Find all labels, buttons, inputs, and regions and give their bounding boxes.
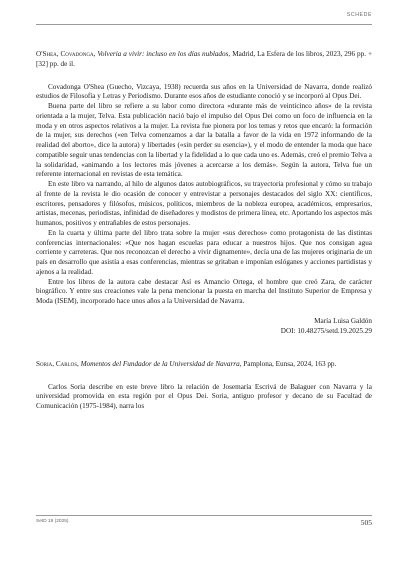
review-1-reviewer: María Luisa Galdón <box>314 316 372 325</box>
review-1-paragraph: En la cuarta y última parte del libro trata sobre la mujer «sus derechos» como protagonista de las distintas conferencias internacionales: «Que nos hagan escuelas para educar a nuestros hijos. Que nos consigan agua corriente y carreteras. Que nos reconozcan el derecho a vivir dignamente», decía una de las mujeres originaria de un país en desarrollo que asistía a esas conferencias, mientras se gritaban e imponían eslóganes y acciones partidistas y ajenos a la realidad. <box>36 228 372 276</box>
review-1-doi: DOI: 10.48275/setd.19.2025.29 <box>280 326 372 335</box>
review-1-author: O'Shea, Covadonga, <box>36 50 96 58</box>
journal-footer: SetD 19 (2025) <box>36 519 69 524</box>
review-2-paragraph: Carlos Soria describe en este breve libro la relación de Josemaría Escrivá de Balaguer con Navarra y la universidad promovida en esta región por el Opus Dei. Soria, antiguo profesor y decano de su Facultad de Comunicación (1975-1984), narra los <box>36 382 372 410</box>
review-1-paragraph: En este libro va narrando, al hilo de algunos datos autobiográficos, su trayectoria profesional y cómo su trabajo al frente de la revista le dio ocasión de conocer y entrevistar a personajes destacados del siglo XX: científicos, escritores, pensadores y filósofos, músicos, políticos, miembros de la nobleza europea, académicos, empresarios, artistas, mecenas, periodistas, infinidad de diseñadores y modistos de primera línea, etc. Aportando los aspectos más humanos, positivos y entrañables de estos personajes. <box>36 180 372 227</box>
footer-rule <box>36 515 372 516</box>
review-1-publisher: Madrid, La Esfera de los libros, 2023, 296 pp. + [32] pp. de il. <box>36 50 373 68</box>
text-column <box>36 50 372 412</box>
review-1-paragraph: Covadonga O'Shea (Guecho, Vizcaya, 1938) recuerda sus años en la Universidad de Navarra, donde realizó estudios de Filosofía y Letras y Periodismo. Durante esos años de estudiante conoció y se incorporó al Opus Dei. <box>36 82 372 101</box>
review-2-heading <box>36 360 372 370</box>
review-2-publisher: Pamplona, Eunsa, 2024, 163 pp. <box>243 359 337 368</box>
review-1-signature-block <box>36 316 372 336</box>
review-2-title: Momentos del Fundador de la Universidad de Navarra, <box>80 359 242 368</box>
review-1-paragraph: Entre los libros de la autora cabe destacar Así es Amancio Ortega, el hombre que creó Zara, de carácter biográfico. Y entre sus creaciones vale la pena mencionar la puesta en marcha del Instituto Superior de Empresa y Moda (ISEM), incorporado hace unos años a la Universidad de Navarra. <box>36 277 372 305</box>
review-1-title: Volveria a vivir: incluso en los días nublados, <box>97 50 231 58</box>
review-2-author: Soria, Carlos, <box>36 359 79 368</box>
header-rule <box>36 24 372 25</box>
page-number: 505 <box>360 518 372 527</box>
running-head: SCHEDE <box>346 12 372 18</box>
review-1-paragraph: Buena parte del libro se refiere a su labor como directora «durante más de veinticinco años» de la revista orientada a la mujer, Telva. Esta publicación nació bajo el impulso del Opus Dei como un foco de influencia en la moda y en otros aspectos relativos a la mujer. La revista fue pionera por los temas y retos que encaró: la formación de la mujer, sus derechos («en Telva comenzamos a dar la batalla a favor de la vida en 1972 informando de la realidad del aborto», dice la autora) y libertades («sin perder su esencia»), y el modo de entender la moda que hace compatible seguir unas tendencias con la libertad y la fidelidad a lo que cada uno es. Además, creó el premio Telva a la solidaridad, «animando a los lectores más jóvenes a acercarse a los demás». Según la autora, Telva fue un referente internacional en revistas de esta temática. <box>36 102 372 179</box>
review-1-heading <box>36 50 372 70</box>
